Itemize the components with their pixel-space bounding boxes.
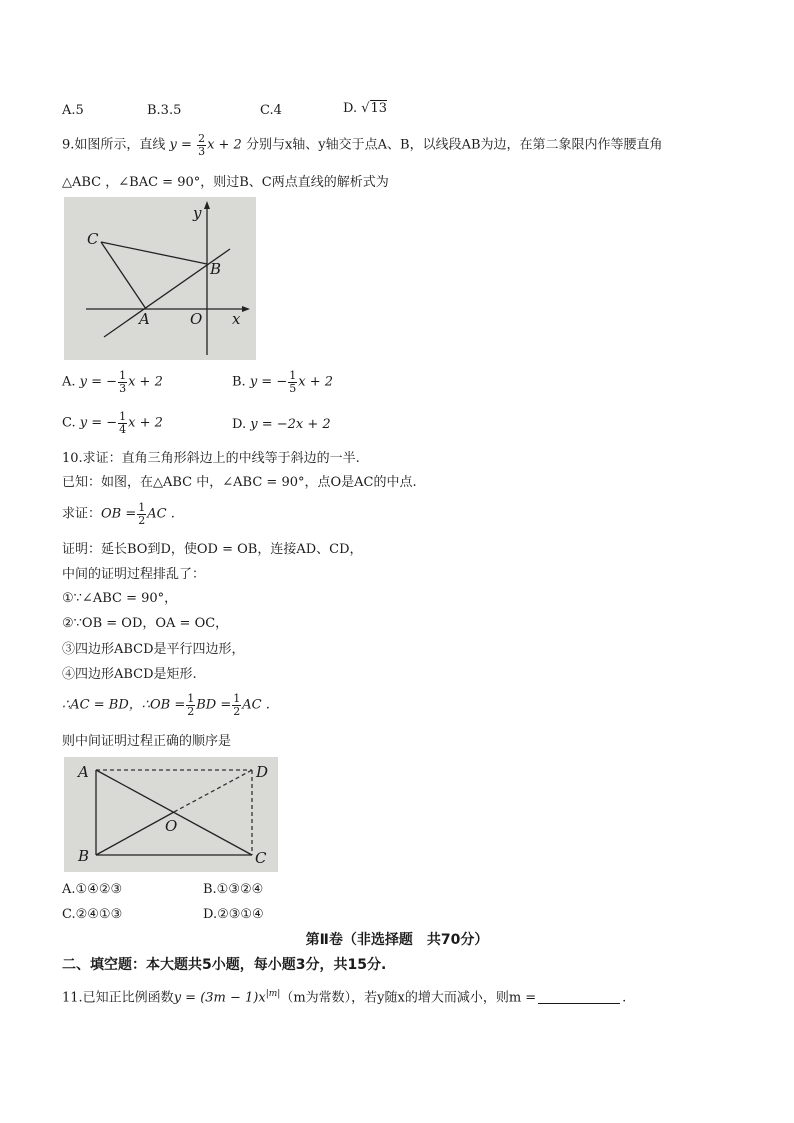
frac-den: 2 bbox=[138, 513, 146, 527]
frac-num: 1 bbox=[138, 501, 146, 514]
q10-option-a: A.①④②③ bbox=[62, 882, 123, 897]
option-lhs: y = − bbox=[249, 374, 288, 390]
q10-figure-svg bbox=[64, 757, 278, 872]
q10-concl-fraction-1 bbox=[186, 693, 195, 717]
q10-label-d: D bbox=[256, 763, 269, 781]
q10-step1: ①∵∠ABC = 90°， bbox=[62, 591, 178, 606]
q11-expression: y = (3m − 1)x bbox=[173, 990, 266, 1006]
q9-stem-line1 bbox=[62, 133, 663, 157]
option-prefix: D. bbox=[232, 417, 247, 432]
segment-cb bbox=[101, 242, 207, 264]
option-fraction bbox=[118, 370, 127, 394]
q9-label-x: x bbox=[232, 310, 241, 328]
option-prefix: A. bbox=[62, 374, 76, 390]
section-ii-subtitle: 二、填空题：本大题共5小题，每小题3分，共15分. bbox=[62, 957, 387, 973]
q9-stem-text: 分别与x轴、y轴交于点A、B，以线段AB为边，在第二象限内作等腰直角 bbox=[245, 137, 663, 153]
q10-label-o: O bbox=[165, 817, 178, 835]
q9-label-b: B bbox=[210, 260, 222, 278]
option-lhs: y = − bbox=[79, 374, 118, 390]
frac-den: 2 bbox=[233, 704, 241, 718]
q10-figure bbox=[64, 757, 278, 872]
q10-option-c: C.②④①③ bbox=[62, 907, 123, 922]
q10-option-b: B.①③②④ bbox=[203, 882, 264, 897]
q10-prove-rest: AC . bbox=[147, 506, 175, 522]
q10-step2: ②∵OB = OD，OA = OC， bbox=[62, 616, 229, 631]
sqrt-radicand: 13 bbox=[370, 101, 388, 116]
section-ii-title: 第Ⅱ卷（非选择题 共70分） bbox=[305, 932, 489, 948]
q9-option-c bbox=[62, 411, 163, 435]
q10-label-c: C bbox=[255, 849, 267, 867]
frac-num: 1 bbox=[119, 410, 127, 423]
q10-concl-part-a: ∴AC = BD，∴OB = bbox=[62, 697, 186, 713]
q10-conclusion bbox=[62, 693, 270, 717]
q9-label-a: A bbox=[139, 310, 150, 328]
segment-ca bbox=[101, 242, 146, 309]
frac-num: 1 bbox=[119, 369, 127, 382]
q10-label-a: A bbox=[78, 763, 89, 781]
option-prefix: B. bbox=[232, 374, 246, 390]
q8-option-c: C.4 bbox=[260, 103, 282, 118]
q9-option-d bbox=[232, 418, 331, 431]
q10-scrambled-note: 中间的证明过程排乱了： bbox=[62, 567, 206, 582]
q9-option-a bbox=[62, 370, 163, 394]
q9-label-c: C bbox=[87, 230, 99, 248]
q10-step3: ③四边形ABCD是平行四边形， bbox=[62, 642, 245, 657]
frac-num: 1 bbox=[233, 692, 241, 705]
x-axis-arrow-icon bbox=[242, 306, 250, 312]
q10-concl-fraction-2 bbox=[232, 693, 241, 717]
q11-intro: 11.已知正比例函数 bbox=[62, 990, 174, 1006]
q11-condition: （m为常数），若y随x的增大而减小，则m = bbox=[280, 990, 537, 1006]
q9-label-o: O bbox=[190, 310, 203, 328]
y-axis-arrow-icon bbox=[204, 201, 210, 209]
q9-frac-den: 3 bbox=[198, 144, 206, 158]
q9-intro: 9.如图所示，直线 bbox=[62, 137, 166, 153]
q9-label-y: y bbox=[193, 204, 202, 222]
q8-option-b: B.3.5 bbox=[147, 103, 182, 118]
q9-option-b bbox=[232, 370, 333, 394]
q8-option-d bbox=[343, 102, 387, 115]
q10-concl-part-b: BD = bbox=[196, 697, 232, 713]
q10-concl-part-c: AC . bbox=[242, 697, 270, 713]
frac-num: 1 bbox=[187, 692, 195, 705]
option-lhs: y = − bbox=[79, 415, 118, 431]
q8-option-a: A.5 bbox=[62, 103, 84, 118]
q9-frac-num: 2 bbox=[198, 132, 206, 145]
segment-od bbox=[174, 770, 252, 812]
frac-den: 2 bbox=[187, 704, 195, 718]
frac-den: 4 bbox=[119, 422, 127, 436]
option-rest: x + 2 bbox=[128, 415, 163, 431]
q10-prove-fraction bbox=[137, 502, 146, 526]
frac-den: 5 bbox=[289, 381, 297, 395]
q8-option-d-prefix: D. bbox=[343, 101, 362, 116]
q10-prove bbox=[62, 502, 175, 526]
q10-given: 已知：如图，在△ABC 中，∠ABC = 90°，点O是AC的中点. bbox=[62, 475, 417, 490]
q10-question: 则中间证明过程正确的顺序是 bbox=[62, 734, 232, 749]
q10-label-b: B bbox=[78, 847, 90, 865]
option-fraction bbox=[118, 411, 127, 435]
segment-bo bbox=[96, 812, 174, 855]
frac-den: 3 bbox=[119, 381, 127, 395]
q9-fraction bbox=[197, 133, 206, 157]
q10-step4: ④四边形ABCD是矩形. bbox=[62, 667, 197, 682]
q10-prove-prefix: 求证： bbox=[62, 506, 102, 522]
option-fraction bbox=[288, 370, 297, 394]
q11-stem bbox=[62, 990, 626, 1004]
option-lhs: y = −2x + 2 bbox=[250, 417, 331, 432]
q9-eq-y: y = bbox=[169, 137, 192, 153]
q9-figure bbox=[64, 197, 256, 360]
option-rest: x + 2 bbox=[298, 374, 333, 390]
frac-num: 1 bbox=[289, 369, 297, 382]
q9-stem-line2: △ABC ，∠BAC = 90°，则过B、C两点直线的解析式为 bbox=[62, 175, 389, 190]
q10-proof-start: 证明：延长BO到D，使OD = OB，连接AD、CD， bbox=[62, 542, 363, 557]
q11-exponent: |m| bbox=[265, 989, 281, 999]
sqrt-symbol: √ bbox=[361, 101, 370, 116]
option-rest: x + 2 bbox=[128, 374, 163, 390]
q9-figure-svg bbox=[64, 197, 256, 360]
q9-eq-rest: x + 2 bbox=[207, 137, 242, 153]
option-prefix: C. bbox=[62, 415, 76, 431]
q10-prove-lhs: OB = bbox=[101, 506, 137, 522]
q10-title: 10.求证：直角三角形斜边上的中线等于斜边的一半. bbox=[62, 451, 360, 466]
q11-answer-blank[interactable] bbox=[538, 992, 620, 1004]
q11-tail: . bbox=[622, 990, 627, 1006]
q10-option-d: D.②③①④ bbox=[203, 907, 264, 922]
